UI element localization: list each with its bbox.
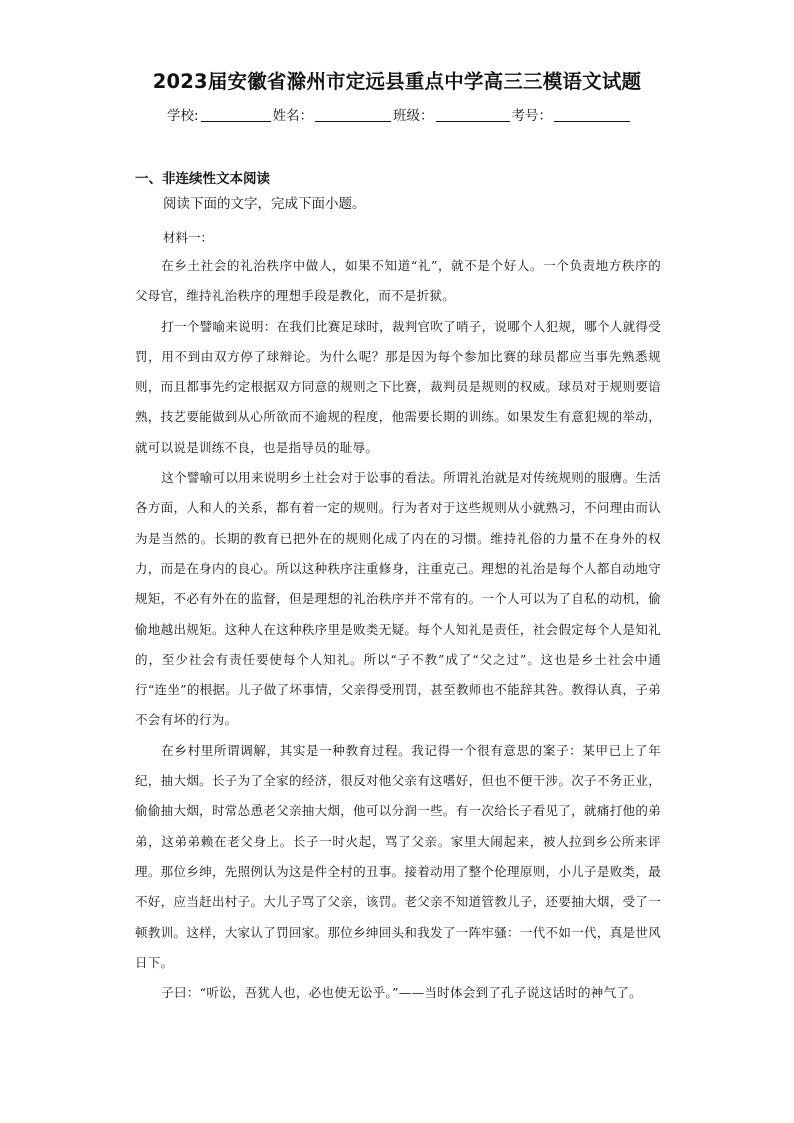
class-label: 班级： (393, 108, 434, 124)
class-blank (436, 107, 510, 122)
paragraph: 在乡村里所谓调解，其实是一种教育过程。我记得一个很有意思的案子：某甲已上了年纪，抽大烟。长子为了全家的经济，很反对他父亲有这嗜好，但也不便干涉。次子不务正业，偷偷抽大烟，时常怂恿老父亲抽大烟，他可以分润一些。有一次给长子看见了，就痛打他的弟弟，这弟弟赖在老父身上。长子一时火起，骂了父亲。家里大闹起来，被人拉到乡公所来评理。那位乡绅，先照例认为这是件全村的丑事。接着动用了整个伦理原则，小儿子是败类，最不好，应当赶出村子。大儿子骂了父亲，该罚。老父亲不知道管教儿子，还要抽大烟，受了一顿教训。这样，大家认了罚回家。那位乡绅回头和我发了一阵牢骚：一代不如一代，真是世风日下。 (135, 742, 661, 970)
exam-title: 2023届安徽省滁州市定远县重点中学高三三模语文试题 (152, 70, 642, 93)
paragraph: 在乡土社会的礼治秩序中做人，如果不知道“礼”，就不是个好人。一个负责地方秩序的父母官，维持礼治秩序的理想手段是教化，而不是折狱。 (135, 258, 661, 304)
paragraph: 这个譬喻可以用来说明乡土社会对于讼事的看法。所谓礼治就是对传统规则的服膺。生活各方面，人和人的关系，都有着一定的规则。行为者对于这些规则从小就熟习，不问理由而认为是当然的。长期的教育已把外在的规则化成了内在的习惯。维持礼俗的力量不在身外的权力，而是在身内的良心。所以这种秩序注重修身，注重克己。理想的礼治是每个人都自动地守规矩，不必有外在的监督，但是理想的礼治秩序并不常有的。一个人可以为了自私的动机，偷偷地越出规矩。这种人在这种秩序里是败类无疑。每个人知礼是责任，社会假定每个人是知礼的，至少社会有责任要使每个人知礼。所以“子不教”成了“父之过”。这也是乡土社会中通行“连坐”的根据。儿子做了坏事情，父亲得受刑罚，甚至教师也不能辞其咎。教得认真，子弟不会有坏的行为。 (135, 470, 661, 728)
school-blank (201, 107, 271, 122)
name-label: 姓名： (272, 108, 314, 124)
paragraph: 打一个譬喻来说明：在我们比赛足球时，裁判官吹了哨子，说哪个人犯规，哪个人就得受罚，用不到由双方停了球辩论。为什么呢？那是因为每个参加比赛的球员都应当事先熟悉规则，而且都事先约定根据双方同意的规则之下比赛，裁判员是规则的权威。球员对于规则要谙熟，技艺要能做到从心所欲而不逾规的程度，他需要长期的训练。如果发生有意犯规的举动，就可以说是训练不良，也是指导员的耻辱。 (135, 318, 661, 455)
number-blank (554, 107, 630, 122)
paragraph: 子曰：“听讼，吾犹人也，必也使无讼乎。”——当时体会到了孔子说这话时的神气了。 (161, 985, 642, 1001)
material-label: 材料一： (163, 230, 214, 245)
passage-body (135, 251, 661, 1008)
number-label: 考号： (511, 108, 553, 124)
school-label: 学校: (167, 108, 199, 124)
student-info-line (167, 104, 647, 124)
name-blank (315, 107, 391, 122)
instruction-text: 阅读下面的文字，完成下面小题。 (163, 196, 366, 212)
section-heading: 一、非连续性文本阅读 (135, 171, 270, 187)
